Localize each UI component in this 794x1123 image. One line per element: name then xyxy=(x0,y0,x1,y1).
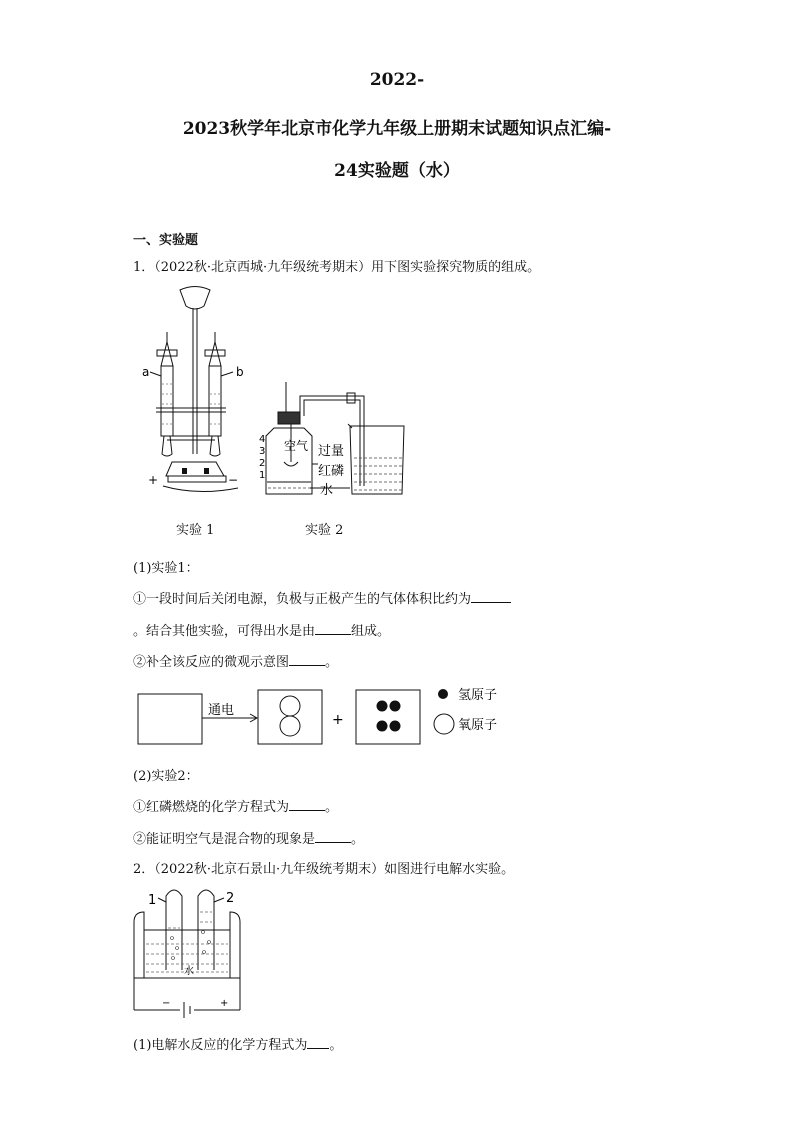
part-2-heading: (2)实验2： xyxy=(133,769,199,784)
title-line-2: 2023秋学年北京市化学九年级上册期末试题知识点汇编- xyxy=(182,119,612,139)
label-excess: 过量 xyxy=(318,444,345,459)
label-red-phosphorus: 红磷 xyxy=(318,464,345,479)
title-line-1: 2022- xyxy=(369,70,425,90)
hydrogen-box xyxy=(356,690,420,744)
oxygen-atom-icon xyxy=(280,716,300,736)
experiment-2-apparatus xyxy=(259,378,422,500)
oxygen-atom-icon xyxy=(280,696,300,716)
answer-blank[interactable] xyxy=(471,590,511,603)
scale-1: 1 xyxy=(259,470,266,481)
q2-part-1-text xyxy=(133,1034,342,1053)
answer-blank[interactable] xyxy=(315,622,351,635)
experiment-1-apparatus xyxy=(138,284,253,509)
part-2-b-question: ②能证明空气是混合物的现象是 xyxy=(133,832,316,847)
air-label: 空气 xyxy=(284,439,309,453)
part-2-a-end: 。 xyxy=(325,800,339,815)
tube-label-1: 1 xyxy=(148,893,157,908)
experiment-2-caption: 实验 2 xyxy=(305,523,344,538)
q2-part-1-question: (1)电解水反应的化学方程式为 xyxy=(133,1038,308,1053)
empty-reactant-box[interactable] xyxy=(138,694,202,744)
minus-sign: − xyxy=(228,473,239,487)
experiment-1-caption: 实验 1 xyxy=(176,523,215,538)
part-2-a-question: ①红磷燃烧的化学方程式为 xyxy=(133,800,290,815)
arrow-label: 通电 xyxy=(208,703,235,718)
answer-blank[interactable] xyxy=(289,798,325,811)
q2-part-1-end: 。 xyxy=(329,1038,343,1053)
plus-sign: + xyxy=(148,473,159,487)
minus-terminal: − xyxy=(162,998,171,1009)
section-heading: 一、实验题 xyxy=(133,233,199,248)
scale-3: 3 xyxy=(259,446,266,457)
water-label: 水 xyxy=(184,966,194,977)
part-1-a-text xyxy=(133,588,511,607)
label-b: b xyxy=(236,365,244,379)
scale-4: 4 xyxy=(259,434,266,445)
part-1-a-cont-text: 。结合其他实验，可得出水是由 xyxy=(133,624,316,639)
plus-terminal: + xyxy=(220,998,229,1009)
answer-blank[interactable] xyxy=(307,1036,329,1049)
part-2-b-end: 。 xyxy=(351,832,365,847)
part-1-a-question: ①一段时间后关闭电源，负极与正极产生的气体体积比约为 xyxy=(133,592,472,607)
part-1-b-question: ②补全该反应的微观示意图 xyxy=(133,655,290,670)
legend-oxygen-icon xyxy=(434,714,454,734)
answer-blank[interactable] xyxy=(289,653,325,666)
electrolysis-apparatus xyxy=(130,882,250,1018)
legend-hydrogen-label: 氢原子 xyxy=(458,688,498,703)
answer-blank[interactable] xyxy=(315,830,351,843)
tube-label-2: 2 xyxy=(226,891,235,906)
part-2-a-text xyxy=(133,796,338,815)
hydrogen-atom-icon xyxy=(390,721,401,732)
question-1-stem: 1．（2022秋·北京西城·九年级统考期末）用下图实验探究物质的组成。 xyxy=(133,260,541,275)
title-line-3: 24实验题（水） xyxy=(334,161,460,181)
part-1-b-text xyxy=(133,651,338,670)
legend-hydrogen-icon xyxy=(438,689,448,699)
question-2-stem: 2．（2022秋·北京石景山·九年级统考期末）如图进行电解水实验。 xyxy=(133,862,515,877)
scale-2: 2 xyxy=(259,458,266,469)
part-1-b-end: 。 xyxy=(325,655,339,670)
label-a: a xyxy=(142,365,150,379)
part-1-heading: (1)实验1： xyxy=(133,561,199,576)
plus-sign: + xyxy=(332,712,344,728)
part-1-a-end: 组成。 xyxy=(351,624,391,639)
label-water: 水 xyxy=(320,483,334,498)
hydrogen-atom-icon xyxy=(377,701,388,712)
micro-reaction-diagram xyxy=(136,684,516,750)
hydrogen-atom-icon xyxy=(377,721,388,732)
part-1-a-cont xyxy=(133,620,390,639)
part-2-b-text xyxy=(133,828,364,847)
legend-oxygen-label: 氧原子 xyxy=(458,718,498,733)
hydrogen-atom-icon xyxy=(390,701,401,712)
